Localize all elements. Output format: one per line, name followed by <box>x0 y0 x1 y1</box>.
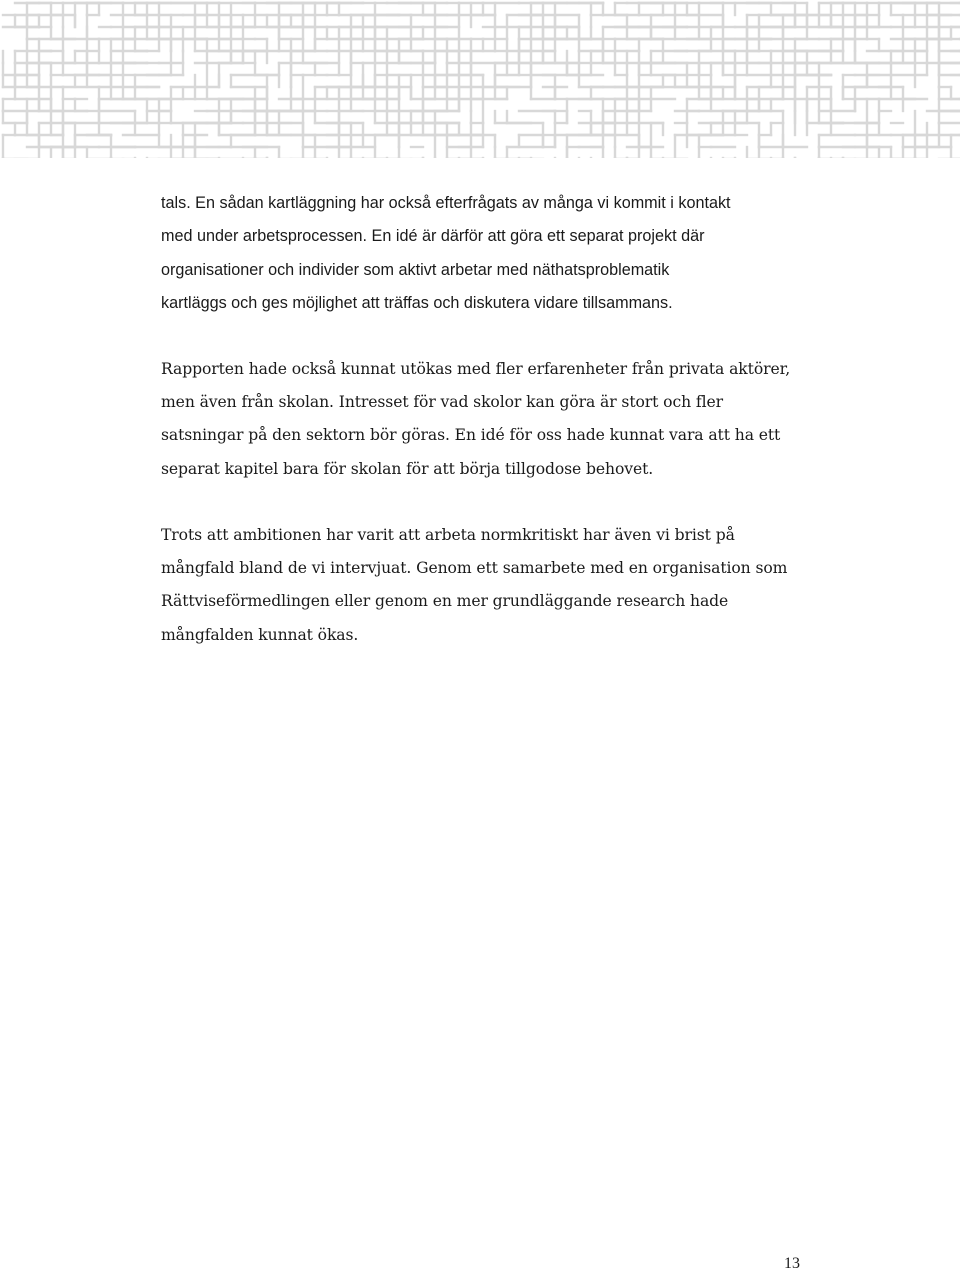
paragraph-line: mångfalden kunnat ökas. <box>161 625 359 644</box>
paragraph-line: Trots att ambitionen har varit att arbeta normkritiskt har även vi brist på <box>161 526 735 544</box>
paragraph-line: Rättviseförmedlingen eller genom en mer grundläggande research hade <box>161 592 729 611</box>
paragraph-line: separat kapitel bara för skolan för att börja tillgodose behovet. <box>161 459 654 478</box>
maze-pattern-icon <box>0 0 960 158</box>
paragraph-line: tals. En sådan kartläggning har också efterfrågats av många vi kommit i kontakt <box>161 194 731 212</box>
paragraph-line: Rapporten hade också kunnat utökas med fler erfarenheter från privata aktörer, <box>161 360 791 378</box>
paragraph-line: satsningar på den sektorn bör göras. En idé för oss hade kunnat vara att ha ett <box>161 426 781 445</box>
paragraph-line: men även från skolan. Intresset för vad skolor kan göra är stort och fler <box>161 393 723 412</box>
paragraph-line: med under arbetsprocessen. En idé är därför att göra ett separat projekt där <box>161 227 705 246</box>
paragraph-1 <box>161 187 841 320</box>
paragraph-line: organisationer och individer som aktivt arbetar med näthatsproblematik <box>161 260 670 279</box>
paragraph-2 <box>161 353 841 486</box>
paragraph-line: mångfald bland de vi intervjuat. Genom ett samarbete med en organisation som <box>161 559 788 578</box>
page-number: 13 <box>784 1255 800 1272</box>
paragraph-line: kartläggs och ges möjlighet att träffas och diskutera vidare tillsammans. <box>161 293 673 312</box>
paragraph-3 <box>161 519 841 652</box>
maze-pattern-graphic <box>0 0 960 158</box>
